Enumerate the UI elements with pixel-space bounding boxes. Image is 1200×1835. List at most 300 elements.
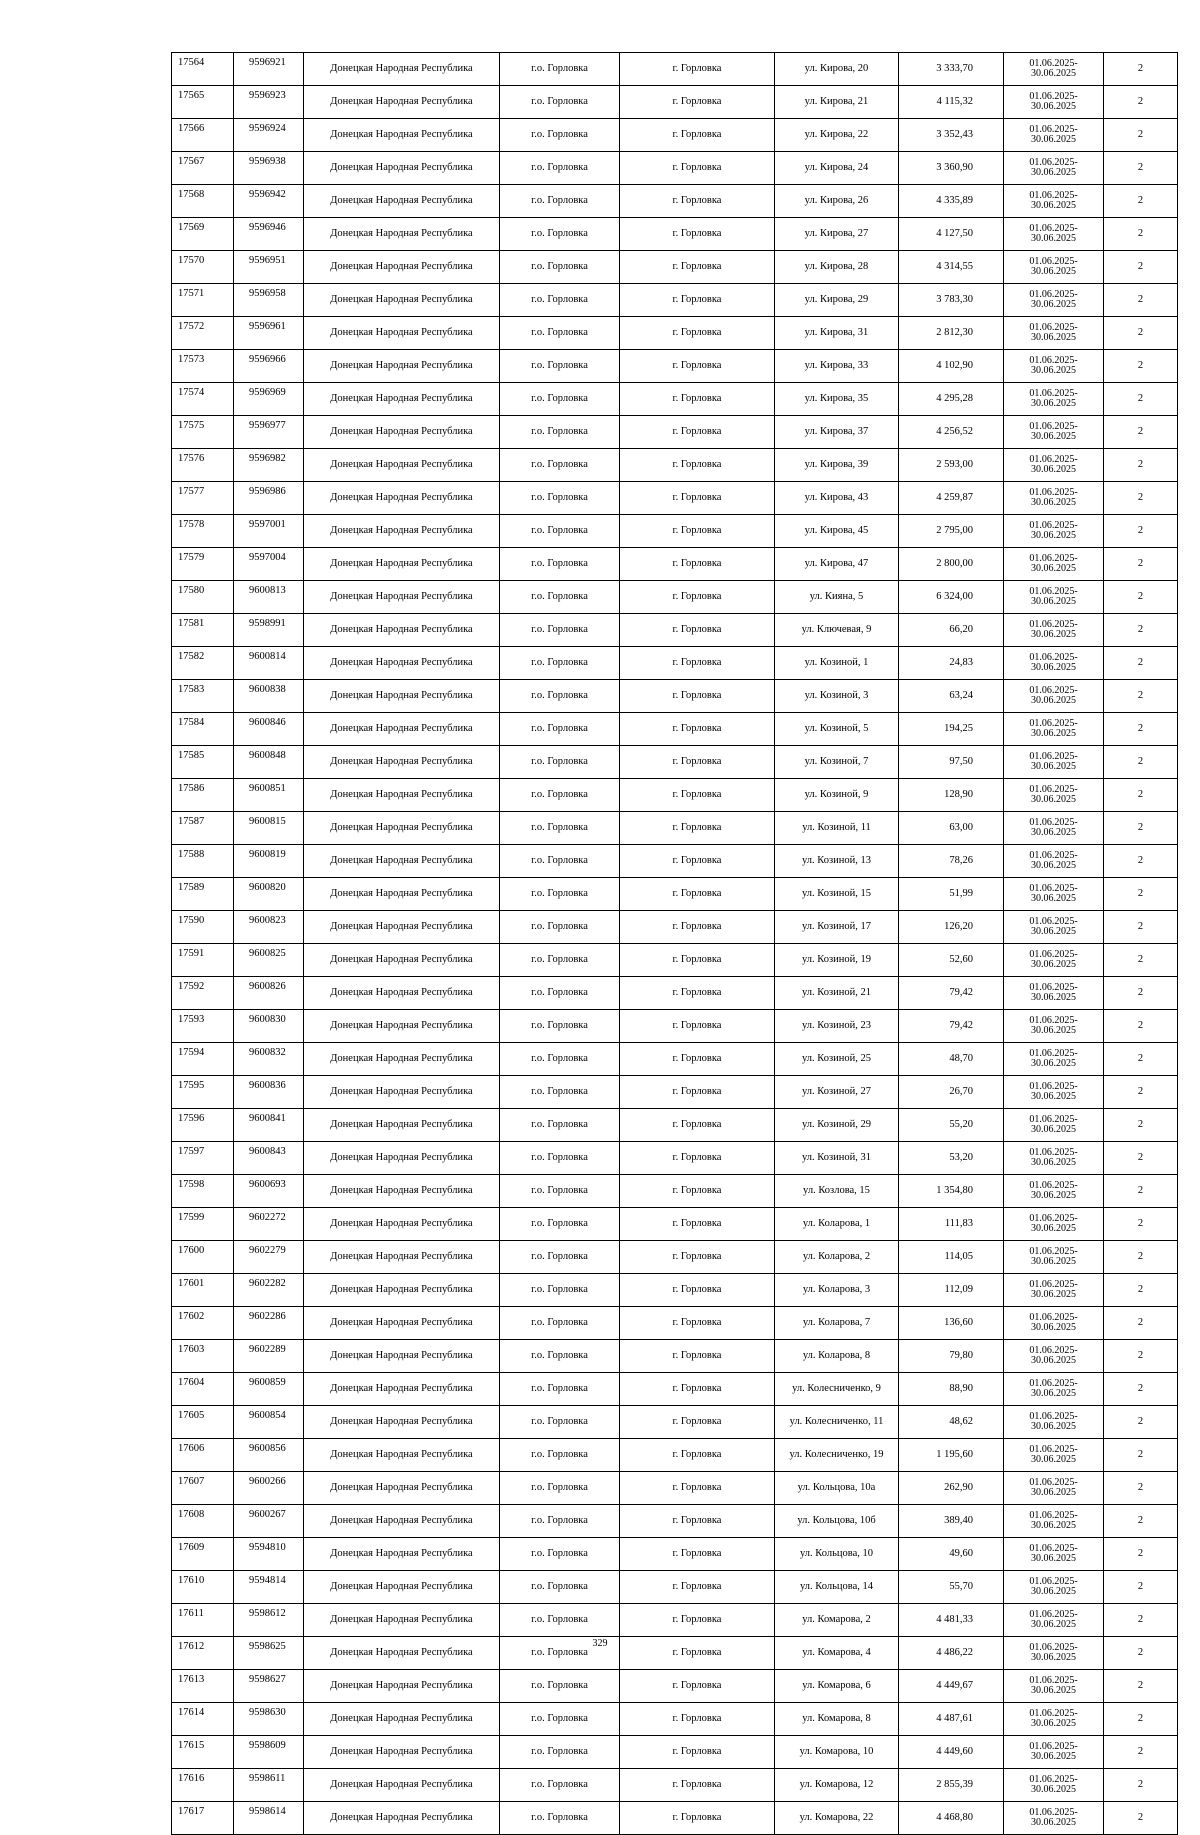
region-cell: Донецкая Народная Республика (304, 581, 500, 614)
area-cell: 128,90 (899, 779, 1004, 812)
count-cell: 2 (1104, 251, 1178, 284)
count-cell: 2 (1104, 779, 1178, 812)
row-number: 17576 (172, 449, 234, 482)
period-end: 30.06.2025 (1031, 1124, 1076, 1135)
period-cell (1004, 1505, 1104, 1538)
table-row (172, 878, 1178, 911)
area-cell: 51,99 (899, 878, 1004, 911)
table-row (172, 482, 1178, 515)
address-cell: ул. Кирова, 22 (775, 119, 899, 152)
address-cell: ул. Комарова, 2 (775, 1604, 899, 1637)
table-row (172, 680, 1178, 713)
count-cell: 2 (1104, 1373, 1178, 1406)
period-start: 01.06.2025- (1029, 1377, 1078, 1389)
area-cell: 88,90 (899, 1373, 1004, 1406)
table-row (172, 1340, 1178, 1373)
table-row (172, 1406, 1178, 1439)
area-cell: 3 333,70 (899, 53, 1004, 86)
table-row (172, 317, 1178, 350)
city-cell: г. Горловка (620, 152, 775, 185)
count-cell: 2 (1104, 416, 1178, 449)
district-cell: г.о. Горловка (500, 713, 620, 746)
region-cell: Донецкая Народная Республика (304, 119, 500, 152)
area-cell: 63,00 (899, 812, 1004, 845)
row-number: 17602 (172, 1307, 234, 1340)
period-end: 30.06.2025 (1031, 1454, 1076, 1465)
table-row (172, 1538, 1178, 1571)
period-start: 01.06.2025- (1029, 255, 1078, 267)
city-cell: г. Горловка (620, 251, 775, 284)
object-id: 9600819 (234, 845, 304, 878)
object-id: 9600841 (234, 1109, 304, 1142)
count-cell: 2 (1104, 1142, 1178, 1175)
area-cell: 48,62 (899, 1406, 1004, 1439)
city-cell: г. Горловка (620, 647, 775, 680)
area-cell: 4 468,80 (899, 1802, 1004, 1835)
count-cell: 2 (1104, 1208, 1178, 1241)
area-cell: 4 256,52 (899, 416, 1004, 449)
city-cell: г. Горловка (620, 1538, 775, 1571)
table-row (172, 284, 1178, 317)
table-row (172, 1373, 1178, 1406)
district-cell: г.о. Горловка (500, 1802, 620, 1835)
address-cell: ул. Кольцова, 14 (775, 1571, 899, 1604)
region-cell: Донецкая Народная Республика (304, 1076, 500, 1109)
table-row (172, 1274, 1178, 1307)
table-row (172, 812, 1178, 845)
city-cell: г. Горловка (620, 1439, 775, 1472)
region-cell: Донецкая Народная Республика (304, 1241, 500, 1274)
area-cell: 136,60 (899, 1307, 1004, 1340)
object-id: 9600859 (234, 1373, 304, 1406)
region-cell: Донецкая Народная Республика (304, 1637, 500, 1670)
count-cell: 2 (1104, 1076, 1178, 1109)
region-cell: Донецкая Народная Республика (304, 251, 500, 284)
count-cell: 2 (1104, 449, 1178, 482)
region-cell: Донецкая Народная Республика (304, 1472, 500, 1505)
period-end: 30.06.2025 (1031, 794, 1076, 805)
period-start: 01.06.2025- (1029, 1641, 1078, 1653)
region-cell: Донецкая Народная Республика (304, 383, 500, 416)
row-number: 17571 (172, 284, 234, 317)
row-number: 17612 (172, 1637, 234, 1670)
row-number: 17580 (172, 581, 234, 614)
table-row (172, 1208, 1178, 1241)
count-cell: 2 (1104, 713, 1178, 746)
address-cell: ул. Козиной, 29 (775, 1109, 899, 1142)
region-cell: Донецкая Народная Республика (304, 185, 500, 218)
count-cell: 2 (1104, 845, 1178, 878)
period-end: 30.06.2025 (1031, 134, 1076, 145)
count-cell: 2 (1104, 911, 1178, 944)
district-cell: г.о. Горловка (500, 614, 620, 647)
area-cell: 114,05 (899, 1241, 1004, 1274)
period-start: 01.06.2025- (1029, 1806, 1078, 1818)
period-start: 01.06.2025- (1029, 1575, 1078, 1587)
object-id: 9598614 (234, 1802, 304, 1835)
object-id: 9600825 (234, 944, 304, 977)
row-number: 17610 (172, 1571, 234, 1604)
period-cell (1004, 1571, 1104, 1604)
period-end: 30.06.2025 (1031, 1355, 1076, 1366)
city-cell: г. Горловка (620, 119, 775, 152)
object-id: 9600267 (234, 1505, 304, 1538)
period-start: 01.06.2025- (1029, 321, 1078, 333)
period-cell (1004, 1472, 1104, 1505)
region-cell: Донецкая Народная Республика (304, 680, 500, 713)
period-start: 01.06.2025- (1029, 1311, 1078, 1323)
row-number: 17583 (172, 680, 234, 713)
address-cell: ул. Кирова, 43 (775, 482, 899, 515)
period-cell (1004, 284, 1104, 317)
count-cell: 2 (1104, 746, 1178, 779)
city-cell: г. Горловка (620, 812, 775, 845)
city-cell: г. Горловка (620, 1109, 775, 1142)
row-number: 17565 (172, 86, 234, 119)
object-id: 9600826 (234, 977, 304, 1010)
district-cell: г.о. Горловка (500, 581, 620, 614)
row-number: 17581 (172, 614, 234, 647)
area-cell: 112,09 (899, 1274, 1004, 1307)
region-cell: Донецкая Народная Республика (304, 647, 500, 680)
area-cell: 55,70 (899, 1571, 1004, 1604)
address-cell: ул. Комарова, 12 (775, 1769, 899, 1802)
period-end: 30.06.2025 (1031, 1157, 1076, 1168)
city-cell: г. Горловка (620, 1802, 775, 1835)
area-cell: 194,25 (899, 713, 1004, 746)
period-cell (1004, 383, 1104, 416)
period-start: 01.06.2025- (1029, 816, 1078, 828)
period-start: 01.06.2025- (1029, 981, 1078, 993)
object-id: 9596921 (234, 53, 304, 86)
table-row (172, 1703, 1178, 1736)
city-cell: г. Горловка (620, 1175, 775, 1208)
period-end: 30.06.2025 (1031, 68, 1076, 79)
object-id: 9596938 (234, 152, 304, 185)
row-number: 17584 (172, 713, 234, 746)
period-cell (1004, 1703, 1104, 1736)
period-start: 01.06.2025- (1029, 717, 1078, 729)
area-cell: 4 486,22 (899, 1637, 1004, 1670)
count-cell: 2 (1104, 1043, 1178, 1076)
count-cell: 2 (1104, 1439, 1178, 1472)
address-cell: ул. Коларова, 7 (775, 1307, 899, 1340)
table-row (172, 845, 1178, 878)
area-cell: 24,83 (899, 647, 1004, 680)
address-cell: ул. Комарова, 8 (775, 1703, 899, 1736)
district-cell: г.о. Горловка (500, 152, 620, 185)
region-cell: Донецкая Народная Республика (304, 1274, 500, 1307)
region-cell: Донецкая Народная Республика (304, 977, 500, 1010)
period-end: 30.06.2025 (1031, 530, 1076, 541)
table-row (172, 1472, 1178, 1505)
row-number: 17578 (172, 515, 234, 548)
area-cell: 262,90 (899, 1472, 1004, 1505)
area-cell: 4 115,32 (899, 86, 1004, 119)
area-cell: 4 335,89 (899, 185, 1004, 218)
period-start: 01.06.2025- (1029, 288, 1078, 300)
object-id: 9602282 (234, 1274, 304, 1307)
object-id: 9596969 (234, 383, 304, 416)
object-id: 9602279 (234, 1241, 304, 1274)
city-cell: г. Горловка (620, 86, 775, 119)
region-cell: Донецкая Народная Республика (304, 1010, 500, 1043)
count-cell: 2 (1104, 1472, 1178, 1505)
object-id: 9600843 (234, 1142, 304, 1175)
address-cell: ул. Коларова, 3 (775, 1274, 899, 1307)
area-cell: 389,40 (899, 1505, 1004, 1538)
region-cell: Донецкая Народная Республика (304, 152, 500, 185)
count-cell: 2 (1104, 1736, 1178, 1769)
period-end: 30.06.2025 (1031, 167, 1076, 178)
period-end: 30.06.2025 (1031, 431, 1076, 442)
district-cell: г.о. Горловка (500, 383, 620, 416)
address-cell: ул. Козиной, 27 (775, 1076, 899, 1109)
period-end: 30.06.2025 (1031, 1223, 1076, 1234)
count-cell: 2 (1104, 218, 1178, 251)
period-end: 30.06.2025 (1031, 365, 1076, 376)
address-cell: ул. Кольцова, 10а (775, 1472, 899, 1505)
city-cell: г. Горловка (620, 482, 775, 515)
period-start: 01.06.2025- (1029, 189, 1078, 201)
region-cell: Донецкая Народная Республика (304, 1142, 500, 1175)
object-id: 9598611 (234, 1769, 304, 1802)
city-cell: г. Горловка (620, 449, 775, 482)
count-cell: 2 (1104, 1241, 1178, 1274)
period-cell (1004, 218, 1104, 251)
count-cell: 2 (1104, 1406, 1178, 1439)
region-cell: Донецкая Народная Республика (304, 1802, 500, 1835)
period-end: 30.06.2025 (1031, 926, 1076, 937)
row-number: 17577 (172, 482, 234, 515)
district-cell: г.о. Горловка (500, 911, 620, 944)
count-cell: 2 (1104, 350, 1178, 383)
city-cell: г. Горловка (620, 779, 775, 812)
district-cell: г.о. Горловка (500, 86, 620, 119)
table-row (172, 1241, 1178, 1274)
count-cell: 2 (1104, 614, 1178, 647)
period-cell (1004, 812, 1104, 845)
table-row (172, 548, 1178, 581)
region-cell: Донецкая Народная Республика (304, 1307, 500, 1340)
district-cell: г.о. Горловка (500, 1604, 620, 1637)
city-cell: г. Горловка (620, 1142, 775, 1175)
object-id: 9596986 (234, 482, 304, 515)
period-end: 30.06.2025 (1031, 1652, 1076, 1663)
period-end: 30.06.2025 (1031, 1388, 1076, 1399)
count-cell: 2 (1104, 878, 1178, 911)
table-row (172, 581, 1178, 614)
object-id: 9596958 (234, 284, 304, 317)
count-cell: 2 (1104, 1670, 1178, 1703)
region-cell: Донецкая Народная Республика (304, 812, 500, 845)
period-cell (1004, 977, 1104, 1010)
period-cell (1004, 1670, 1104, 1703)
region-cell: Донецкая Народная Республика (304, 746, 500, 779)
area-cell: 26,70 (899, 1076, 1004, 1109)
period-cell (1004, 1769, 1104, 1802)
table-row (172, 1670, 1178, 1703)
period-end: 30.06.2025 (1031, 266, 1076, 277)
table-row (172, 449, 1178, 482)
region-cell: Донецкая Народная Республика (304, 614, 500, 647)
city-cell: г. Горловка (620, 1637, 775, 1670)
period-end: 30.06.2025 (1031, 233, 1076, 244)
table-row (172, 350, 1178, 383)
object-id: 9600848 (234, 746, 304, 779)
region-cell: Донецкая Народная Республика (304, 515, 500, 548)
period-start: 01.06.2025- (1029, 486, 1078, 498)
address-cell: ул. Кирова, 47 (775, 548, 899, 581)
row-number: 17617 (172, 1802, 234, 1835)
table-row (172, 944, 1178, 977)
count-cell: 2 (1104, 1109, 1178, 1142)
row-number: 17589 (172, 878, 234, 911)
count-cell: 2 (1104, 812, 1178, 845)
period-end: 30.06.2025 (1031, 893, 1076, 904)
district-cell: г.о. Горловка (500, 845, 620, 878)
count-cell: 2 (1104, 1604, 1178, 1637)
row-number: 17588 (172, 845, 234, 878)
area-cell: 97,50 (899, 746, 1004, 779)
period-start: 01.06.2025- (1029, 519, 1078, 531)
region-cell: Донецкая Народная Республика (304, 1736, 500, 1769)
period-start: 01.06.2025- (1029, 849, 1078, 861)
city-cell: г. Горловка (620, 977, 775, 1010)
object-id: 9600854 (234, 1406, 304, 1439)
object-id: 9602286 (234, 1307, 304, 1340)
period-cell (1004, 1142, 1104, 1175)
district-cell: г.о. Горловка (500, 878, 620, 911)
period-cell (1004, 185, 1104, 218)
row-number: 17575 (172, 416, 234, 449)
row-number: 17597 (172, 1142, 234, 1175)
area-cell: 111,83 (899, 1208, 1004, 1241)
region-cell: Донецкая Народная Республика (304, 1670, 500, 1703)
address-cell: ул. Комарова, 10 (775, 1736, 899, 1769)
period-start: 01.06.2025- (1029, 1014, 1078, 1026)
period-cell (1004, 944, 1104, 977)
region-cell: Донецкая Народная Республика (304, 1505, 500, 1538)
row-number: 17614 (172, 1703, 234, 1736)
address-cell: ул. Кияна, 5 (775, 581, 899, 614)
row-number: 17605 (172, 1406, 234, 1439)
district-cell: г.о. Горловка (500, 1142, 620, 1175)
count-cell: 2 (1104, 1340, 1178, 1373)
period-cell (1004, 911, 1104, 944)
period-cell (1004, 1406, 1104, 1439)
district-cell: г.о. Горловка (500, 1373, 620, 1406)
district-cell: г.о. Горловка (500, 449, 620, 482)
row-number: 17579 (172, 548, 234, 581)
count-cell: 2 (1104, 647, 1178, 680)
period-start: 01.06.2025- (1029, 387, 1078, 399)
period-cell (1004, 647, 1104, 680)
table-row (172, 1604, 1178, 1637)
area-cell: 4 259,87 (899, 482, 1004, 515)
city-cell: г. Горловка (620, 680, 775, 713)
table-row (172, 746, 1178, 779)
area-cell: 4 295,28 (899, 383, 1004, 416)
period-start: 01.06.2025- (1029, 684, 1078, 696)
period-start: 01.06.2025- (1029, 1047, 1078, 1059)
city-cell: г. Горловка (620, 1076, 775, 1109)
area-cell: 4 481,33 (899, 1604, 1004, 1637)
area-cell: 4 449,67 (899, 1670, 1004, 1703)
count-cell: 2 (1104, 53, 1178, 86)
table-row (172, 383, 1178, 416)
city-cell: г. Горловка (620, 746, 775, 779)
object-id: 9596923 (234, 86, 304, 119)
object-id: 9600856 (234, 1439, 304, 1472)
table-row (172, 1505, 1178, 1538)
city-cell: г. Горловка (620, 317, 775, 350)
city-cell: г. Горловка (620, 581, 775, 614)
region-cell: Донецкая Народная Республика (304, 1406, 500, 1439)
count-cell: 2 (1104, 944, 1178, 977)
period-end: 30.06.2025 (1031, 1025, 1076, 1036)
period-cell (1004, 680, 1104, 713)
count-cell: 2 (1104, 152, 1178, 185)
count-cell: 2 (1104, 1538, 1178, 1571)
area-cell: 63,24 (899, 680, 1004, 713)
table-row (172, 119, 1178, 152)
count-cell: 2 (1104, 1703, 1178, 1736)
count-cell: 2 (1104, 1175, 1178, 1208)
count-cell: 2 (1104, 1505, 1178, 1538)
period-cell (1004, 1010, 1104, 1043)
object-id: 9600832 (234, 1043, 304, 1076)
period-start: 01.06.2025- (1029, 618, 1078, 630)
period-start: 01.06.2025- (1029, 156, 1078, 168)
period-cell (1004, 1802, 1104, 1835)
city-cell: г. Горловка (620, 416, 775, 449)
period-cell (1004, 1175, 1104, 1208)
table-row (172, 614, 1178, 647)
table-row (172, 152, 1178, 185)
period-cell (1004, 1604, 1104, 1637)
period-end: 30.06.2025 (1031, 1553, 1076, 1564)
region-cell: Донецкая Народная Республика (304, 416, 500, 449)
region-cell: Донецкая Народная Республика (304, 1703, 500, 1736)
row-number: 17564 (172, 53, 234, 86)
district-cell: г.о. Горловка (500, 1538, 620, 1571)
area-cell: 4 127,50 (899, 218, 1004, 251)
district-cell: г.о. Горловка (500, 1241, 620, 1274)
address-cell: ул. Кирова, 39 (775, 449, 899, 482)
table-row (172, 1043, 1178, 1076)
period-start: 01.06.2025- (1029, 651, 1078, 663)
address-cell: ул. Колесниченко, 9 (775, 1373, 899, 1406)
table-row (172, 1307, 1178, 1340)
table-row (172, 185, 1178, 218)
district-cell: г.о. Горловка (500, 251, 620, 284)
period-start: 01.06.2025- (1029, 1179, 1078, 1191)
address-cell: ул. Кирова, 26 (775, 185, 899, 218)
district-cell: г.о. Горловка (500, 1505, 620, 1538)
city-cell: г. Горловка (620, 1340, 775, 1373)
period-cell (1004, 1043, 1104, 1076)
table-row (172, 1571, 1178, 1604)
period-cell (1004, 119, 1104, 152)
table-row (172, 416, 1178, 449)
region-cell: Донецкая Народная Республика (304, 779, 500, 812)
area-cell: 4 102,90 (899, 350, 1004, 383)
district-cell: г.о. Горловка (500, 1571, 620, 1604)
object-id: 9600846 (234, 713, 304, 746)
count-cell: 2 (1104, 383, 1178, 416)
address-cell: ул. Комарова, 4 (775, 1637, 899, 1670)
